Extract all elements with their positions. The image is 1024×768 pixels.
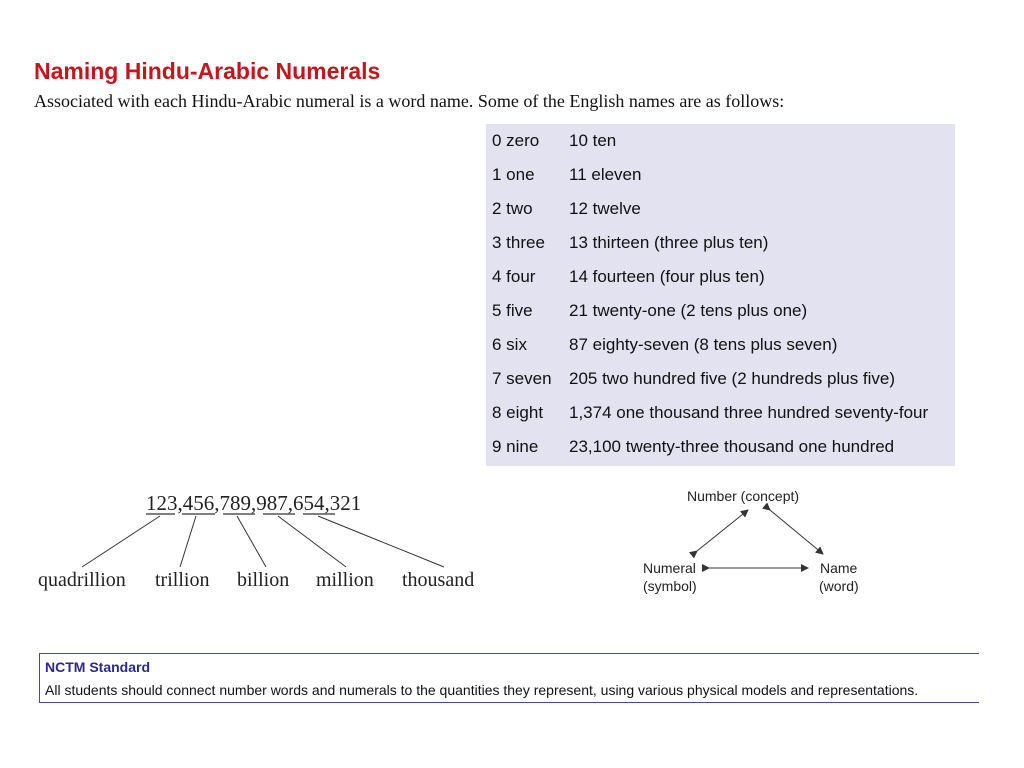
numeral-name: 14 fourteen (four plus ten) <box>569 267 765 286</box>
numeral-name: 1,374 one thousand three hundred seventy-four <box>569 403 929 422</box>
name-label: Name <box>820 560 858 576</box>
numeral-name: 2 two <box>492 199 533 218</box>
period-label: thousand <box>402 569 475 591</box>
numeral-name: 8 eight <box>492 403 544 422</box>
numeral-names-table <box>486 124 955 466</box>
numeral-name: 11 eleven <box>569 165 642 184</box>
numeral-name: 1 one <box>492 165 535 184</box>
intro-text: Associated with each Hindu-Arabic numeral is a word name. Some of the English names are as follows: <box>34 91 785 111</box>
page-title: Naming Hindu-Arabic Numerals <box>34 58 381 84</box>
numeral-name: 10 ten <box>569 131 617 150</box>
numeral-name: 205 two hundred five (2 hundreds plus five) <box>569 369 896 388</box>
numeral-name: 0 zero <box>492 131 540 150</box>
period-label: billion <box>237 569 290 591</box>
large-number: 123,456,789,987,654,321 <box>146 491 362 515</box>
name-label: (word) <box>819 578 859 594</box>
period-names-diagram <box>30 486 500 598</box>
numeral-name: 3 three <box>492 233 545 252</box>
numeral-name: 7 seven <box>492 369 552 388</box>
concept-arrows <box>697 510 823 568</box>
period-label: million <box>316 569 374 591</box>
nctm-title: NCTM Standard <box>45 659 150 675</box>
period-label: quadrillion <box>38 569 126 591</box>
numeral-label: Numeral <box>643 560 696 576</box>
concept-label: Number (concept) <box>687 488 800 504</box>
nctm-standard-box <box>39 653 979 703</box>
numeral-name: 5 five <box>492 301 533 320</box>
period-connector-lines <box>82 516 444 567</box>
numeral-name: 23,100 twenty-three thousand one hundred <box>569 437 895 456</box>
concept-triangle-diagram <box>630 482 890 602</box>
period-label: trillion <box>155 569 210 591</box>
numeral-label: (symbol) <box>643 578 697 594</box>
numeral-name: 6 six <box>492 335 527 354</box>
numeral-name: 12 twelve <box>569 199 641 218</box>
numeral-name: 9 nine <box>492 437 539 456</box>
nctm-text: All students should connect number words and numerals to the quantities they represent, using various physical models and representations. <box>45 682 919 698</box>
numeral-name: 13 thirteen (three plus ten) <box>569 233 769 252</box>
numeral-name: 87 eighty-seven (8 tens plus seven) <box>569 335 838 354</box>
numeral-name: 21 twenty-one (2 tens plus one) <box>569 301 808 320</box>
numeral-name: 4 four <box>492 267 536 286</box>
